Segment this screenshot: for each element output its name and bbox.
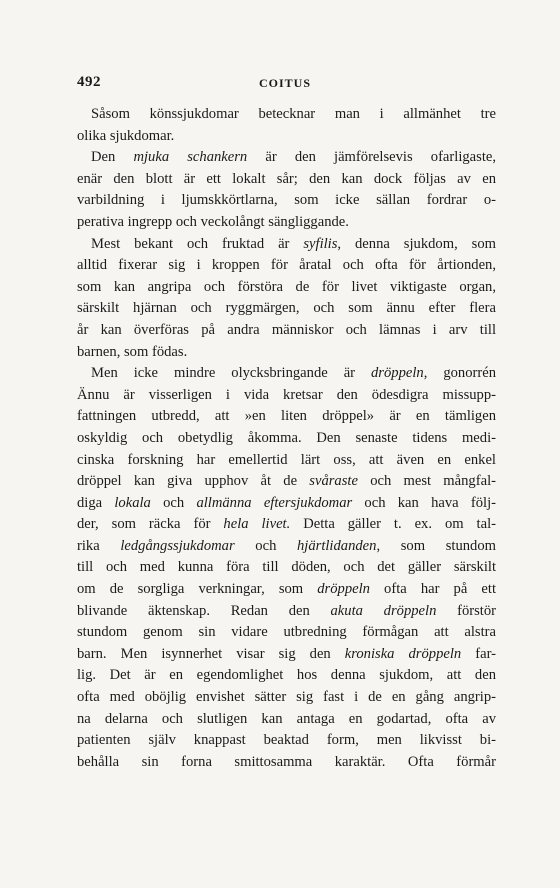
running-head: COITUS [259, 76, 312, 90]
text-line: alltid fixerar sig i kroppen för åratal och ofta för årtionden, [77, 257, 496, 274]
text-line: patienten själv knappast beaktad form, men likvisst bi- [77, 732, 496, 749]
text-line: enär den blott är ett lokalt sår; den kan dock följas av en [77, 170, 496, 187]
text-line: olika sjukdomar. [77, 127, 175, 144]
page-number: 492 [77, 74, 101, 90]
text-line: rika ledgångssjukdomar och hjärtlidanden, som stundom [77, 537, 496, 554]
text-line: som kan angripa och förstöra de för livet viktigaste organ, [77, 278, 496, 295]
text-line: behålla sin forna smittosamma karaktär. Ofta förmår [77, 753, 496, 770]
text-line: Men icke mindre olycksbringande är dröppeln, gonorrén [91, 365, 496, 382]
text-line: perativa ingrepp och veckolångt sängliggande. [77, 213, 349, 230]
text-line: lig. Det är en egendomlighet hos denna sjukdom, att den [77, 667, 496, 684]
text-line: till och med kunna föra till döden, och det gäller särskilt [77, 559, 496, 576]
text-line: fattningen utbredd, att »en liten dröppel» är en tämligen [77, 408, 496, 425]
text-line: varbildning i ljumskkörtlarna, som icke sällan fordrar o- [77, 192, 496, 209]
text-line: år kan överföras på andra människor och lämnas i arv till [77, 321, 496, 338]
text-line: Den mjuka schankern är den jämförelsevis ofarligaste, [91, 149, 497, 166]
page-header [77, 74, 497, 94]
text-line: blivande äktenskap. Redan den akuta dröppeln förstör [77, 602, 497, 619]
text-line: dröppel kan giva upphov åt de svåraste och mest mångfal- [77, 473, 496, 490]
text-line: ofta med oböjlig envishet sätter sig fast i de en gång angrip- [77, 689, 496, 706]
text-line: der, som räcka för hela livet. Detta gäller t. ex. om tal- [77, 516, 496, 533]
text-line: diga lokala och allmänna eftersjukdomar och kan hava följ- [77, 494, 496, 511]
text-line: cinska forskning har emellertid lärt oss, att även en enkel [77, 451, 496, 468]
text-line: om de sorgliga verkningar, som dröppeln ofta har på ett [77, 581, 497, 598]
body-text [77, 104, 496, 773]
text-line: barnen, som födas. [77, 343, 188, 360]
text-line: Ännu är visserligen i vida kretsar den ödesdigra missupp- [77, 386, 496, 403]
text-line: Mest bekant och fruktad är syfilis, denna sjukdom, som [91, 235, 496, 252]
text-line: barn. Men isynnerhet visar sig den kroniska dröppeln far- [77, 645, 496, 662]
text-line: stundom genom sin vidare utbredning förmågan att alstra [77, 624, 496, 641]
text-line: Såsom könssjukdomar betecknar man i allmänhet tre [91, 106, 496, 122]
text-line: na delarna och slutligen kan antaga en godartad, ofta av [77, 710, 496, 727]
text-line: särskilt hjärnan och ryggmärgen, och som ännu efter flera [77, 300, 496, 317]
text-line: oskyldig och obetydlig åkomma. Den senaste tidens medi- [77, 429, 496, 446]
